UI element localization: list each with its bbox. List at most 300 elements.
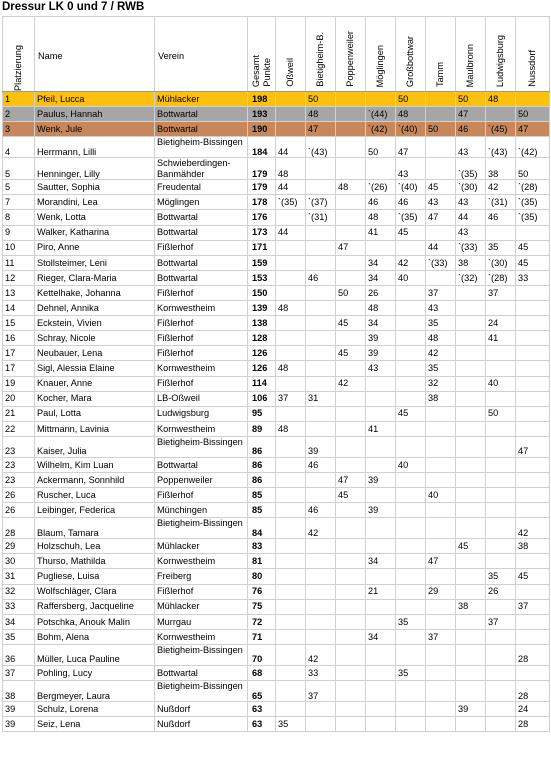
placement-cell: 31 <box>3 569 35 584</box>
name-cell: Mittmann, Lavinia <box>35 421 155 436</box>
station-score-cell: 43 <box>456 195 486 210</box>
table-row <box>3 225 550 240</box>
station-score-cell <box>306 539 336 554</box>
station-score-cell: 35 <box>486 569 516 584</box>
station-score-cell <box>276 584 306 599</box>
club-cell: Bottwartal <box>155 665 248 680</box>
station-score-cell <box>306 361 336 376</box>
station-score-cell <box>426 107 456 122</box>
table-row <box>3 599 550 614</box>
station-score-cell <box>516 614 550 629</box>
station-score-cell <box>366 436 396 457</box>
name-cell: Thurso, Mathilda <box>35 554 155 569</box>
table-row <box>3 255 550 270</box>
club-cell: Kornwestheim <box>155 421 248 436</box>
station-score-cell <box>306 702 336 717</box>
station-score-cell: 34 <box>366 629 396 644</box>
club-cell: Fißlerhof <box>155 584 248 599</box>
station-score-cell <box>276 457 306 472</box>
station-score-cell <box>276 629 306 644</box>
total-points-cell: 171 <box>248 240 276 255</box>
station-score-cell: 44 <box>426 240 456 255</box>
station-score-cell: 35 <box>396 665 426 680</box>
station-score-cell <box>516 346 550 361</box>
station-score-cell <box>276 331 306 346</box>
station-score-cell <box>276 210 306 225</box>
station-score-cell: 31 <box>306 391 336 406</box>
station-score-cell: 24 <box>516 702 550 717</box>
name-cell: Walker, Katharina <box>35 225 155 240</box>
station-score-cell: 43 <box>456 225 486 240</box>
placement-cell: 36 <box>3 644 35 665</box>
station-score-cell <box>486 472 516 487</box>
station-score-cell: 29 <box>426 584 456 599</box>
name-cell: Piro, Anne <box>35 240 155 255</box>
station-score-cell <box>306 285 336 300</box>
placement-cell: 30 <box>3 554 35 569</box>
station-score-cell <box>456 331 486 346</box>
station-score-cell <box>456 681 486 702</box>
station-score-cell <box>456 376 486 391</box>
station-score-cell <box>336 158 366 180</box>
station-score-cell <box>456 569 486 584</box>
header-station-tamm: Tamm <box>426 17 456 92</box>
station-score-cell <box>276 488 306 503</box>
station-score-cell <box>366 92 396 107</box>
table-row <box>3 665 550 680</box>
name-cell: Bohm, Alena <box>35 629 155 644</box>
station-score-cell: 48 <box>396 107 426 122</box>
station-score-cell: 45 <box>516 569 550 584</box>
station-score-cell: `(31) <box>306 210 336 225</box>
placement-cell: 8 <box>3 210 35 225</box>
station-score-cell: 39 <box>306 436 336 457</box>
station-score-cell: 47 <box>516 122 550 137</box>
station-score-cell <box>306 421 336 436</box>
table-row <box>3 629 550 644</box>
station-score-cell: 45 <box>516 255 550 270</box>
station-score-cell <box>456 361 486 376</box>
station-score-cell: `(35) <box>276 195 306 210</box>
station-score-cell: `(35) <box>516 210 550 225</box>
station-score-cell: 45 <box>336 316 366 331</box>
name-cell: Wenk, Lotta <box>35 210 155 225</box>
station-score-cell <box>426 644 456 665</box>
name-cell: Morandini, Lea <box>35 195 155 210</box>
station-score-cell <box>516 361 550 376</box>
station-score-cell <box>456 644 486 665</box>
station-score-cell <box>366 376 396 391</box>
station-score-cell: 46 <box>486 210 516 225</box>
station-score-cell: `(28) <box>486 270 516 285</box>
station-score-cell: 44 <box>276 137 306 158</box>
placement-cell: 9 <box>3 225 35 240</box>
station-score-cell <box>306 569 336 584</box>
station-score-cell: 34 <box>366 316 396 331</box>
placement-cell: 15 <box>3 316 35 331</box>
station-score-cell <box>276 436 306 457</box>
placement-cell: 19 <box>3 376 35 391</box>
station-score-cell <box>336 503 366 518</box>
placement-cell: 5 <box>3 180 35 195</box>
station-score-cell: 33 <box>516 270 550 285</box>
total-points-cell: 89 <box>248 421 276 436</box>
station-score-cell <box>336 406 366 421</box>
station-score-cell <box>486 436 516 457</box>
station-score-cell: 41 <box>486 331 516 346</box>
station-score-cell <box>456 406 486 421</box>
station-score-cell <box>396 376 426 391</box>
station-score-cell <box>366 240 396 255</box>
sheet-title: Dressur LK 0 und 7 / RWB <box>2 1 145 13</box>
station-score-cell: `(30) <box>486 255 516 270</box>
station-score-cell: 37 <box>486 614 516 629</box>
name-cell: Paul, Lotta <box>35 406 155 421</box>
station-score-cell <box>366 488 396 503</box>
station-score-cell: 42 <box>336 376 366 391</box>
station-score-cell <box>276 665 306 680</box>
station-score-cell: 45 <box>396 225 426 240</box>
station-score-cell <box>336 518 366 539</box>
station-score-cell <box>516 316 550 331</box>
station-score-cell <box>396 346 426 361</box>
station-score-cell: 48 <box>276 301 306 316</box>
table-row <box>3 614 550 629</box>
station-score-cell <box>366 518 396 539</box>
station-score-cell <box>336 539 366 554</box>
table-row <box>3 346 550 361</box>
station-score-cell <box>396 644 426 665</box>
station-score-cell <box>456 391 486 406</box>
station-score-cell: 42 <box>426 346 456 361</box>
table-row <box>3 406 550 421</box>
station-score-cell <box>336 361 366 376</box>
station-score-cell <box>366 569 396 584</box>
station-score-cell <box>426 518 456 539</box>
station-score-cell <box>486 488 516 503</box>
station-score-cell: 39 <box>366 503 396 518</box>
station-score-cell <box>336 584 366 599</box>
placement-cell: 33 <box>3 599 35 614</box>
name-cell: Kettelhake, Johanna <box>35 285 155 300</box>
name-cell: Bergmeyer, Laura <box>35 681 155 702</box>
station-score-cell <box>336 644 366 665</box>
station-score-cell <box>336 107 366 122</box>
station-score-cell: 48 <box>276 361 306 376</box>
station-score-cell: 35 <box>426 316 456 331</box>
total-points-cell: 72 <box>248 614 276 629</box>
header-name: Name <box>35 17 155 92</box>
club-cell: Bottwartal <box>155 255 248 270</box>
station-score-cell <box>306 255 336 270</box>
table-row <box>3 488 550 503</box>
station-score-cell <box>396 436 426 457</box>
station-score-cell <box>396 518 426 539</box>
station-score-cell <box>276 240 306 255</box>
placement-cell: 23 <box>3 457 35 472</box>
total-points-cell: 83 <box>248 539 276 554</box>
station-score-cell <box>426 457 456 472</box>
table-row <box>3 436 550 457</box>
name-cell: Pugliese, Luisa <box>35 569 155 584</box>
station-score-cell: 46 <box>306 457 336 472</box>
station-score-cell: 37 <box>486 285 516 300</box>
placement-cell: 12 <box>3 270 35 285</box>
station-score-cell <box>366 717 396 732</box>
station-score-cell <box>396 599 426 614</box>
station-score-cell: `(40) <box>396 180 426 195</box>
station-score-cell: 41 <box>366 421 396 436</box>
station-score-cell <box>366 406 396 421</box>
placement-cell: 7 <box>3 195 35 210</box>
station-score-cell: 38 <box>456 599 486 614</box>
station-score-cell: 42 <box>306 518 336 539</box>
table-row <box>3 644 550 665</box>
total-points-cell: 106 <box>248 391 276 406</box>
station-score-cell <box>426 137 456 158</box>
station-score-cell: `(43) <box>486 137 516 158</box>
club-cell: Nußdorf <box>155 717 248 732</box>
station-score-cell: 26 <box>366 285 396 300</box>
station-score-cell <box>276 270 306 285</box>
station-score-cell: `(33) <box>456 240 486 255</box>
station-score-cell: 28 <box>516 681 550 702</box>
name-cell: Sigl, Alessia Elaine <box>35 361 155 376</box>
station-score-cell <box>306 554 336 569</box>
table-row <box>3 391 550 406</box>
station-score-cell <box>456 285 486 300</box>
total-points-cell: 86 <box>248 457 276 472</box>
station-score-cell <box>396 702 426 717</box>
station-score-cell <box>276 614 306 629</box>
table-row <box>3 180 550 195</box>
table-row <box>3 681 550 702</box>
results-table <box>2 16 550 732</box>
header-station-nussdorf: Nussdorf <box>516 17 550 92</box>
station-score-cell <box>336 331 366 346</box>
station-score-cell <box>456 421 486 436</box>
station-score-cell <box>306 331 336 346</box>
header-station-grossbottwar: Großbottwar <box>396 17 426 92</box>
club-cell: Bottwartal <box>155 122 248 137</box>
station-score-cell: 47 <box>456 107 486 122</box>
station-score-cell: 45 <box>426 180 456 195</box>
station-score-cell <box>486 107 516 122</box>
station-score-cell: `(44) <box>366 107 396 122</box>
station-score-cell <box>396 421 426 436</box>
placement-cell: 16 <box>3 331 35 346</box>
club-cell: Fißlerhof <box>155 346 248 361</box>
station-score-cell: 47 <box>396 137 426 158</box>
station-score-cell <box>456 488 486 503</box>
placement-cell: 2 <box>3 107 35 122</box>
station-score-cell <box>336 137 366 158</box>
club-cell: Schwieberdingen-Banmähder <box>155 158 248 180</box>
placement-cell: 35 <box>3 629 35 644</box>
station-score-cell <box>336 599 366 614</box>
name-cell: Paulus, Hannah <box>35 107 155 122</box>
station-score-cell <box>456 629 486 644</box>
club-cell: Bottwartal <box>155 225 248 240</box>
station-score-cell: 50 <box>516 107 550 122</box>
station-score-cell <box>396 391 426 406</box>
total-points-cell: 153 <box>248 270 276 285</box>
table-row <box>3 316 550 331</box>
station-score-cell <box>456 436 486 457</box>
station-score-cell: 37 <box>306 681 336 702</box>
header-platzierung: Platzierung <box>3 17 35 92</box>
total-points-cell: 190 <box>248 122 276 137</box>
station-score-cell <box>426 92 456 107</box>
station-score-cell: 43 <box>426 195 456 210</box>
header-punkte-label: Punkte <box>261 58 272 87</box>
placement-cell: 28 <box>3 518 35 539</box>
station-score-cell <box>336 195 366 210</box>
station-score-cell <box>276 569 306 584</box>
station-score-cell <box>426 270 456 285</box>
station-score-cell: 48 <box>276 158 306 180</box>
station-score-cell: `(37) <box>306 195 336 210</box>
station-score-cell: 38 <box>486 158 516 180</box>
station-score-cell <box>276 316 306 331</box>
total-points-cell: 128 <box>248 331 276 346</box>
station-score-cell <box>486 717 516 732</box>
station-score-cell <box>516 488 550 503</box>
station-score-cell <box>306 599 336 614</box>
table-row <box>3 518 550 539</box>
station-score-cell <box>426 225 456 240</box>
station-score-cell: 41 <box>366 225 396 240</box>
station-score-cell: 50 <box>426 122 456 137</box>
station-score-cell: 50 <box>306 92 336 107</box>
club-cell: Kornwestheim <box>155 301 248 316</box>
station-score-cell: 42 <box>486 180 516 195</box>
station-score-cell: 47 <box>336 240 366 255</box>
station-score-cell: 47 <box>306 122 336 137</box>
placement-cell: 29 <box>3 539 35 554</box>
total-points-cell: 63 <box>248 717 276 732</box>
station-score-cell <box>456 665 486 680</box>
total-points-cell: 85 <box>248 488 276 503</box>
table-row <box>3 554 550 569</box>
name-cell: Ruscher, Luca <box>35 488 155 503</box>
station-score-cell <box>306 584 336 599</box>
name-cell: Pohling, Lucy <box>35 665 155 680</box>
station-score-cell <box>366 644 396 665</box>
station-score-cell <box>306 488 336 503</box>
station-score-cell <box>336 225 366 240</box>
club-cell: Fißlerhof <box>155 285 248 300</box>
station-score-cell <box>456 614 486 629</box>
table-row <box>3 421 550 436</box>
station-score-cell: 40 <box>396 270 426 285</box>
station-score-cell <box>486 702 516 717</box>
club-cell: Bietigheim-Bissingen <box>155 644 248 665</box>
station-score-cell: 45 <box>336 488 366 503</box>
station-score-cell <box>486 391 516 406</box>
station-score-cell <box>456 554 486 569</box>
total-points-cell: 179 <box>248 158 276 180</box>
station-score-cell: 37 <box>426 285 456 300</box>
station-score-cell: `(26) <box>366 180 396 195</box>
station-score-cell: 35 <box>426 361 456 376</box>
table-row <box>3 717 550 732</box>
table-row <box>3 503 550 518</box>
station-score-cell: 47 <box>426 554 456 569</box>
station-score-cell: 47 <box>426 210 456 225</box>
station-score-cell <box>366 457 396 472</box>
name-cell: Knauer, Anne <box>35 376 155 391</box>
placement-cell: 26 <box>3 488 35 503</box>
station-score-cell <box>486 421 516 436</box>
station-score-cell <box>276 702 306 717</box>
placement-cell: 34 <box>3 614 35 629</box>
station-score-cell <box>306 717 336 732</box>
station-score-cell <box>426 665 456 680</box>
station-score-cell: 33 <box>306 665 336 680</box>
club-cell: Bietigheim-Bissingen <box>155 518 248 539</box>
name-cell: Kocher, Mara <box>35 391 155 406</box>
station-score-cell: `(31) <box>486 195 516 210</box>
station-score-cell: 34 <box>366 255 396 270</box>
table-row <box>3 361 550 376</box>
station-score-cell <box>426 436 456 457</box>
station-score-cell <box>336 457 366 472</box>
club-cell: Nußdorf <box>155 702 248 717</box>
station-score-cell <box>516 584 550 599</box>
total-points-cell: 198 <box>248 92 276 107</box>
station-score-cell <box>276 122 306 137</box>
name-cell: Henninger, Lilly <box>35 158 155 180</box>
total-points-cell: 80 <box>248 569 276 584</box>
club-cell: Kornwestheim <box>155 554 248 569</box>
total-points-cell: 179 <box>248 180 276 195</box>
table-row <box>3 569 550 584</box>
station-score-cell <box>486 457 516 472</box>
total-points-cell: 95 <box>248 406 276 421</box>
station-score-cell: 37 <box>516 599 550 614</box>
station-score-cell <box>336 681 366 702</box>
station-score-cell <box>336 92 366 107</box>
station-score-cell <box>486 629 516 644</box>
station-score-cell <box>486 599 516 614</box>
total-points-cell: 70 <box>248 644 276 665</box>
station-score-cell <box>336 421 366 436</box>
station-score-cell: 34 <box>366 270 396 285</box>
station-score-cell: 48 <box>486 92 516 107</box>
station-score-cell: 50 <box>366 137 396 158</box>
total-points-cell: 86 <box>248 472 276 487</box>
header-station-poppenweiler: Poppenweiler <box>336 17 366 92</box>
name-cell: Neubauer, Lena <box>35 346 155 361</box>
name-cell: Potschka, Anouk Malin <box>35 614 155 629</box>
table-row <box>3 210 550 225</box>
table-row <box>3 539 550 554</box>
station-score-cell <box>456 518 486 539</box>
club-cell: Fißlerhof <box>155 376 248 391</box>
station-score-cell <box>396 717 426 732</box>
station-score-cell: 28 <box>516 717 550 732</box>
club-cell: Freiberg <box>155 569 248 584</box>
table-row <box>3 376 550 391</box>
header-gesamt-punkte <box>248 17 276 92</box>
station-score-cell: `(35) <box>396 210 426 225</box>
name-cell: Pfeil, Lucca <box>35 92 155 107</box>
club-cell: Kornwestheim <box>155 629 248 644</box>
station-score-cell: 47 <box>336 472 366 487</box>
station-score-cell: `(40) <box>396 122 426 137</box>
station-score-cell <box>306 225 336 240</box>
